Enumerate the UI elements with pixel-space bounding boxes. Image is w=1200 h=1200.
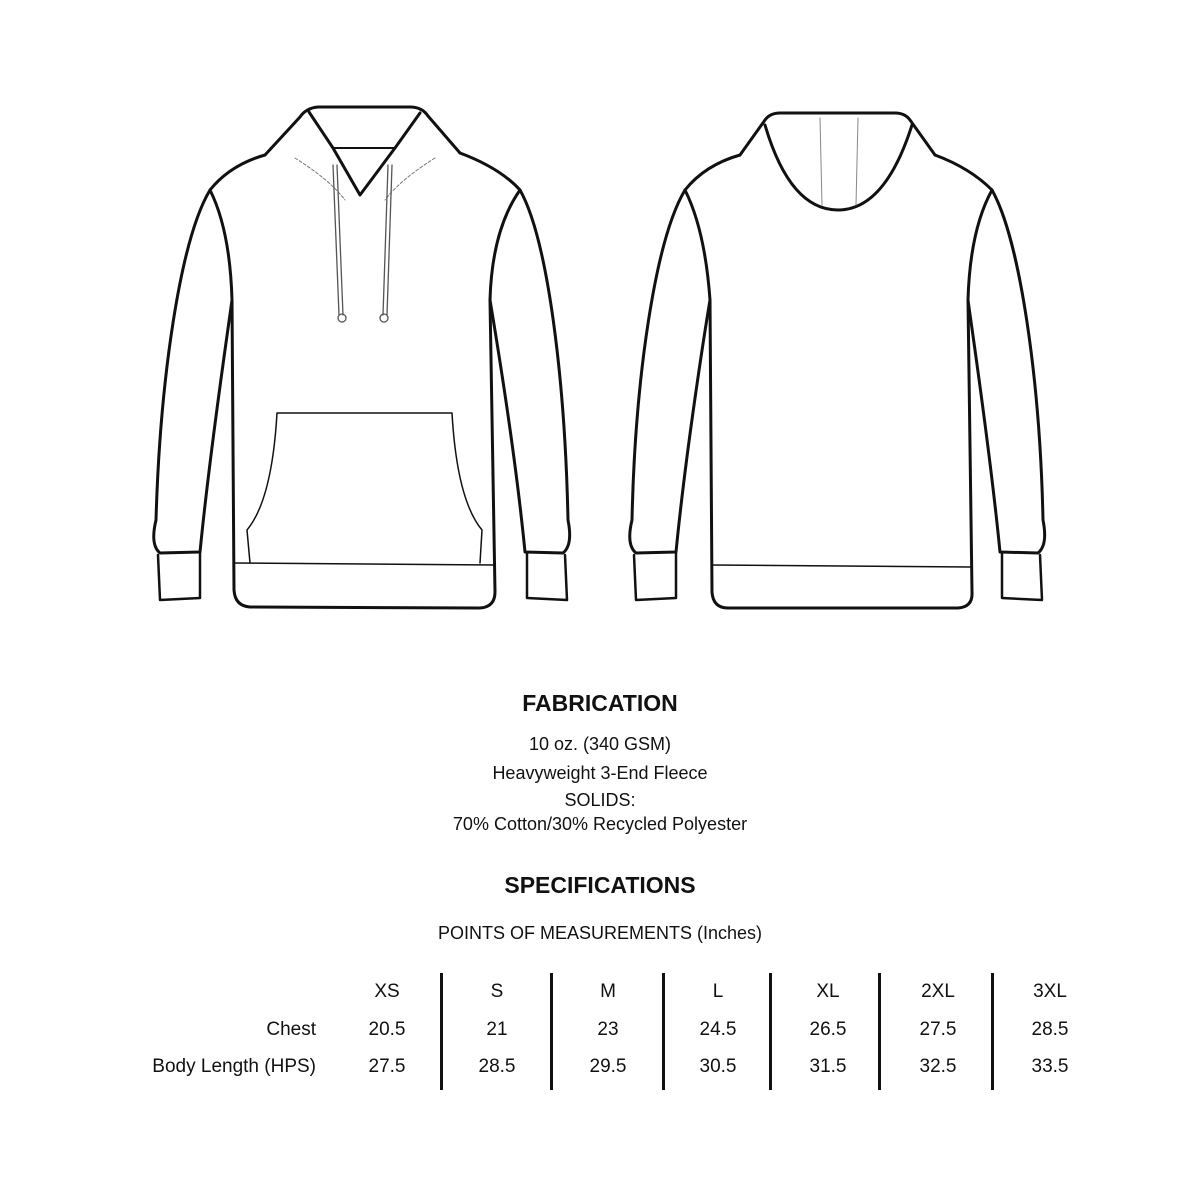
size-header: XS	[374, 981, 400, 1002]
table-cell: 21	[486, 1019, 508, 1040]
hoodie-back-sketch	[630, 113, 1045, 608]
column-divider	[440, 973, 443, 1090]
table-cell: 30.5	[699, 1056, 737, 1077]
row-label-body-length: Body Length (HPS)	[152, 1056, 316, 1077]
fabrication-fabric: Heavyweight 3-End Fleece	[492, 763, 708, 783]
column-divider	[878, 973, 881, 1090]
size-header: 2XL	[921, 981, 955, 1002]
size-header: L	[712, 981, 724, 1002]
fabrication-composition: 70% Cotton/30% Recycled Polyester	[452, 814, 748, 834]
column-divider	[550, 973, 553, 1090]
specifications-subtitle: POINTS OF MEASUREMENTS (Inches)	[437, 923, 763, 943]
column-divider	[662, 973, 665, 1090]
column-divider	[991, 973, 994, 1090]
size-header: XL	[816, 981, 840, 1002]
table-cell: 24.5	[699, 1019, 737, 1040]
table-cell: 23	[597, 1019, 619, 1040]
hoodie-front-sketch	[154, 107, 570, 608]
table-cell: 31.5	[809, 1056, 847, 1077]
fabrication-solids-label: SOLIDS:	[564, 790, 636, 810]
table-cell: 26.5	[809, 1019, 847, 1040]
row-label-chest: Chest	[266, 1019, 316, 1040]
table-cell: 28.5	[1031, 1019, 1069, 1040]
table-cell: 27.5	[368, 1056, 406, 1077]
fabrication-weight: 10 oz. (340 GSM)	[528, 734, 672, 754]
size-header: M	[600, 981, 616, 1002]
size-header: 3XL	[1033, 981, 1067, 1002]
table-cell: 33.5	[1031, 1056, 1069, 1077]
fabrication-title: FABRICATION	[522, 690, 678, 716]
size-header: S	[490, 981, 504, 1002]
table-cell: 32.5	[919, 1056, 957, 1077]
table-cell: 29.5	[589, 1056, 627, 1077]
specifications-title: SPECIFICATIONS	[504, 872, 696, 898]
column-divider	[769, 973, 772, 1090]
table-cell: 27.5	[919, 1019, 957, 1040]
table-cell: 20.5	[368, 1019, 406, 1040]
table-cell: 28.5	[478, 1056, 516, 1077]
